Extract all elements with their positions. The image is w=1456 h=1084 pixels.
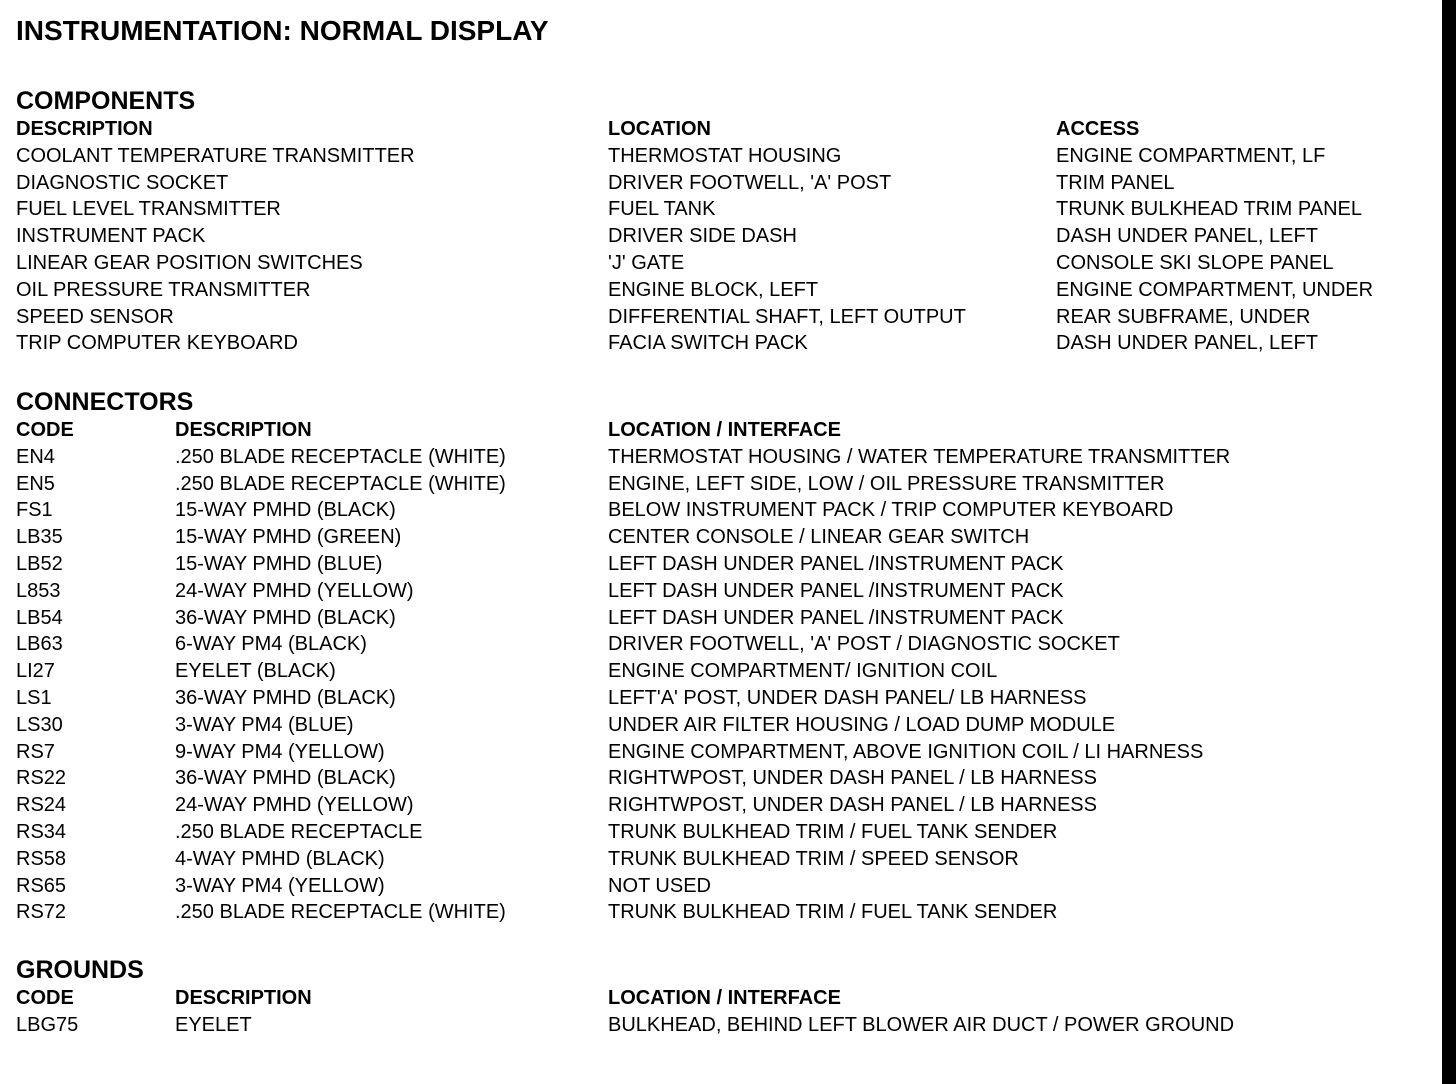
connector-description: 3-WAY PM4 (BLUE) — [175, 713, 354, 736]
grounds-header-location: LOCATION / INTERFACE — [608, 987, 841, 1009]
component-description: COOLANT TEMPERATURE TRANSMITTER — [16, 144, 415, 167]
table-row — [16, 471, 1436, 498]
ground-location: BULKHEAD, BEHIND LEFT BLOWER AIR DUCT / POWER GROUND — [608, 1013, 1235, 1036]
table-row — [16, 578, 1436, 605]
connector-code: EN5 — [16, 472, 55, 495]
connector-code: LB52 — [16, 552, 63, 575]
table-row — [16, 170, 1436, 197]
component-access: ENGINE COMPARTMENT, LF — [1056, 144, 1326, 167]
component-description: FUEL LEVEL TRANSMITTER — [16, 198, 281, 221]
component-description: INSTRUMENT PACK — [16, 225, 206, 248]
component-location: 'J' GATE — [608, 251, 685, 274]
component-access: DASH UNDER PANEL, LEFT — [1056, 332, 1318, 355]
grounds-title: GROUNDS — [16, 956, 144, 984]
table-row — [16, 819, 1436, 846]
connector-description: 24-WAY PMHD (YELLOW) — [175, 579, 414, 602]
table-row — [16, 658, 1436, 685]
grounds-header-code: CODE — [16, 987, 74, 1009]
components-header-location: LOCATION — [608, 118, 711, 140]
table-row — [16, 277, 1436, 304]
component-access: ENGINE COMPARTMENT, UNDER — [1056, 278, 1374, 301]
connector-location: LEFT DASH UNDER PANEL /INSTRUMENT PACK — [608, 606, 1064, 629]
components-section — [16, 86, 1436, 357]
connector-description: 3-WAY PM4 (YELLOW) — [175, 874, 385, 897]
component-location: FACIA SWITCH PACK — [608, 332, 808, 355]
component-location: THERMOSTAT HOUSING — [608, 144, 842, 167]
connector-code: LB54 — [16, 606, 63, 629]
connector-code: RS7 — [16, 740, 55, 763]
table-row — [16, 899, 1436, 926]
table-row — [16, 605, 1436, 632]
connector-location: RIGHTWPOST, UNDER DASH PANEL / LB HARNESS — [608, 767, 1097, 790]
connector-description: 36-WAY PMHD (BLACK) — [175, 606, 396, 629]
connector-location: ENGINE COMPARTMENT/ IGNITION COIL — [608, 660, 998, 683]
table-row — [16, 497, 1436, 524]
page-title: INSTRUMENTATION: NORMAL DISPLAY — [16, 15, 549, 46]
component-access: TRUNK BULKHEAD TRIM PANEL — [1056, 198, 1362, 221]
connector-code: RS22 — [16, 767, 67, 790]
connector-description: .250 BLADE RECEPTACLE (WHITE) — [175, 445, 506, 468]
table-row — [16, 792, 1436, 819]
connectors-header-row — [16, 417, 1436, 444]
connector-code: LB63 — [16, 633, 63, 656]
table-row — [16, 223, 1436, 250]
connector-description: 36-WAY PMHD (BLACK) — [175, 767, 396, 790]
component-location: DRIVER SIDE DASH — [608, 225, 797, 248]
connector-location: THERMOSTAT HOUSING / WATER TEMPERATURE TRANSMITTER — [608, 445, 1231, 468]
connector-description: 15-WAY PMHD (BLUE) — [175, 552, 383, 575]
connector-code: RS24 — [16, 794, 67, 817]
connector-code: EN4 — [16, 445, 55, 468]
connector-description: 15-WAY PMHD (GREEN) — [175, 526, 402, 549]
components-table-body — [16, 143, 1436, 357]
table-row — [16, 739, 1436, 766]
connector-code: LB35 — [16, 526, 63, 549]
connector-description: .250 BLADE RECEPTACLE — [175, 820, 423, 843]
connector-description: 9-WAY PM4 (YELLOW) — [175, 740, 385, 763]
table-row — [16, 846, 1436, 873]
connector-description: .250 BLADE RECEPTACLE (WHITE) — [175, 472, 506, 495]
table-row — [16, 444, 1436, 471]
grounds-section — [16, 955, 1436, 1039]
table-row — [16, 685, 1436, 712]
components-header-row — [16, 116, 1436, 143]
table-row — [16, 551, 1436, 578]
connector-code: L853 — [16, 579, 61, 602]
components-header-access: ACCESS — [1056, 118, 1140, 140]
grounds-header-description: DESCRIPTION — [175, 987, 312, 1009]
connectors-section — [16, 387, 1436, 926]
grounds-header-row — [16, 985, 1436, 1012]
connector-location: NOT USED — [608, 874, 711, 897]
connector-location: LEFT DASH UNDER PANEL /INSTRUMENT PACK — [608, 552, 1064, 575]
connector-description: 24-WAY PMHD (YELLOW) — [175, 794, 414, 817]
connectors-header-code: CODE — [16, 419, 74, 441]
connector-location: TRUNK BULKHEAD TRIM / FUEL TANK SENDER — [608, 901, 1058, 924]
connector-code: FS1 — [16, 499, 53, 522]
grounds-table-body — [16, 1012, 1436, 1039]
connector-code: RS65 — [16, 874, 67, 897]
connector-location: LEFT'A' POST, UNDER DASH PANEL/ LB HARNESS — [608, 686, 1087, 709]
component-access: REAR SUBFRAME, UNDER — [1056, 305, 1311, 328]
connectors-header-location: LOCATION / INTERFACE — [608, 419, 841, 441]
connector-code: LS30 — [16, 713, 63, 736]
connector-location: DRIVER FOOTWELL, 'A' POST / DIAGNOSTIC SOCKET — [608, 633, 1120, 656]
components-title: COMPONENTS — [16, 87, 196, 115]
connector-location: ENGINE COMPARTMENT, ABOVE IGNITION COIL / LI HARNESS — [608, 740, 1204, 763]
table-row — [16, 1012, 1436, 1039]
connector-description: 15-WAY PMHD (BLACK) — [175, 499, 396, 522]
table-row — [16, 250, 1436, 277]
connector-location: LEFT DASH UNDER PANEL /INSTRUMENT PACK — [608, 579, 1064, 602]
component-access: DASH UNDER PANEL, LEFT — [1056, 225, 1318, 248]
component-location: DRIVER FOOTWELL, 'A' POST — [608, 171, 892, 194]
connector-location: UNDER AIR FILTER HOUSING / LOAD DUMP MODULE — [608, 713, 1116, 736]
component-location: DIFFERENTIAL SHAFT, LEFT OUTPUT — [608, 305, 966, 328]
connector-description: 6-WAY PM4 (BLACK) — [175, 633, 367, 656]
connector-location: TRUNK BULKHEAD TRIM / FUEL TANK SENDER — [608, 820, 1058, 843]
page-edge-bar — [1442, 0, 1456, 1084]
table-row — [16, 524, 1436, 551]
component-description: OIL PRESSURE TRANSMITTER — [16, 278, 311, 301]
connector-description: 36-WAY PMHD (BLACK) — [175, 686, 396, 709]
connectors-table-body — [16, 444, 1436, 926]
component-description: TRIP COMPUTER KEYBOARD — [16, 332, 298, 355]
component-description: LINEAR GEAR POSITION SWITCHES — [16, 251, 363, 274]
table-row — [16, 712, 1436, 739]
ground-code: LBG75 — [16, 1013, 79, 1036]
table-row — [16, 330, 1436, 357]
component-description: SPEED SENSOR — [16, 305, 174, 328]
connector-location: TRUNK BULKHEAD TRIM / SPEED SENSOR — [608, 847, 1019, 870]
connector-description: EYELET (BLACK) — [175, 660, 336, 683]
connector-code: LS1 — [16, 686, 52, 709]
connector-description: 4-WAY PMHD (BLACK) — [175, 847, 385, 870]
table-row — [16, 631, 1436, 658]
component-location: ENGINE BLOCK, LEFT — [608, 278, 819, 301]
component-description: DIAGNOSTIC SOCKET — [16, 171, 229, 194]
connectors-title: CONNECTORS — [16, 388, 194, 416]
connector-description: .250 BLADE RECEPTACLE (WHITE) — [175, 901, 506, 924]
connector-code: LI27 — [16, 660, 55, 683]
connectors-header-description: DESCRIPTION — [175, 419, 312, 441]
table-row — [16, 196, 1436, 223]
connector-code: RS34 — [16, 820, 67, 843]
ground-description: EYELET — [175, 1013, 252, 1036]
component-access: CONSOLE SKI SLOPE PANEL — [1056, 251, 1334, 274]
connector-location: CENTER CONSOLE / LINEAR GEAR SWITCH — [608, 526, 1030, 549]
connector-code: RS58 — [16, 847, 67, 870]
connector-location: ENGINE, LEFT SIDE, LOW / OIL PRESSURE TRANSMITTER — [608, 472, 1165, 495]
component-location: FUEL TANK — [608, 198, 716, 221]
connector-code: RS72 — [16, 901, 67, 924]
table-row — [16, 873, 1436, 900]
table-row — [16, 304, 1436, 331]
component-access: TRIM PANEL — [1056, 171, 1175, 194]
table-row — [16, 143, 1436, 170]
components-header-description: DESCRIPTION — [16, 118, 153, 140]
connector-location: RIGHTWPOST, UNDER DASH PANEL / LB HARNESS — [608, 794, 1097, 817]
table-row — [16, 765, 1436, 792]
connector-location: BELOW INSTRUMENT PACK / TRIP COMPUTER KEYBOARD — [608, 499, 1174, 522]
